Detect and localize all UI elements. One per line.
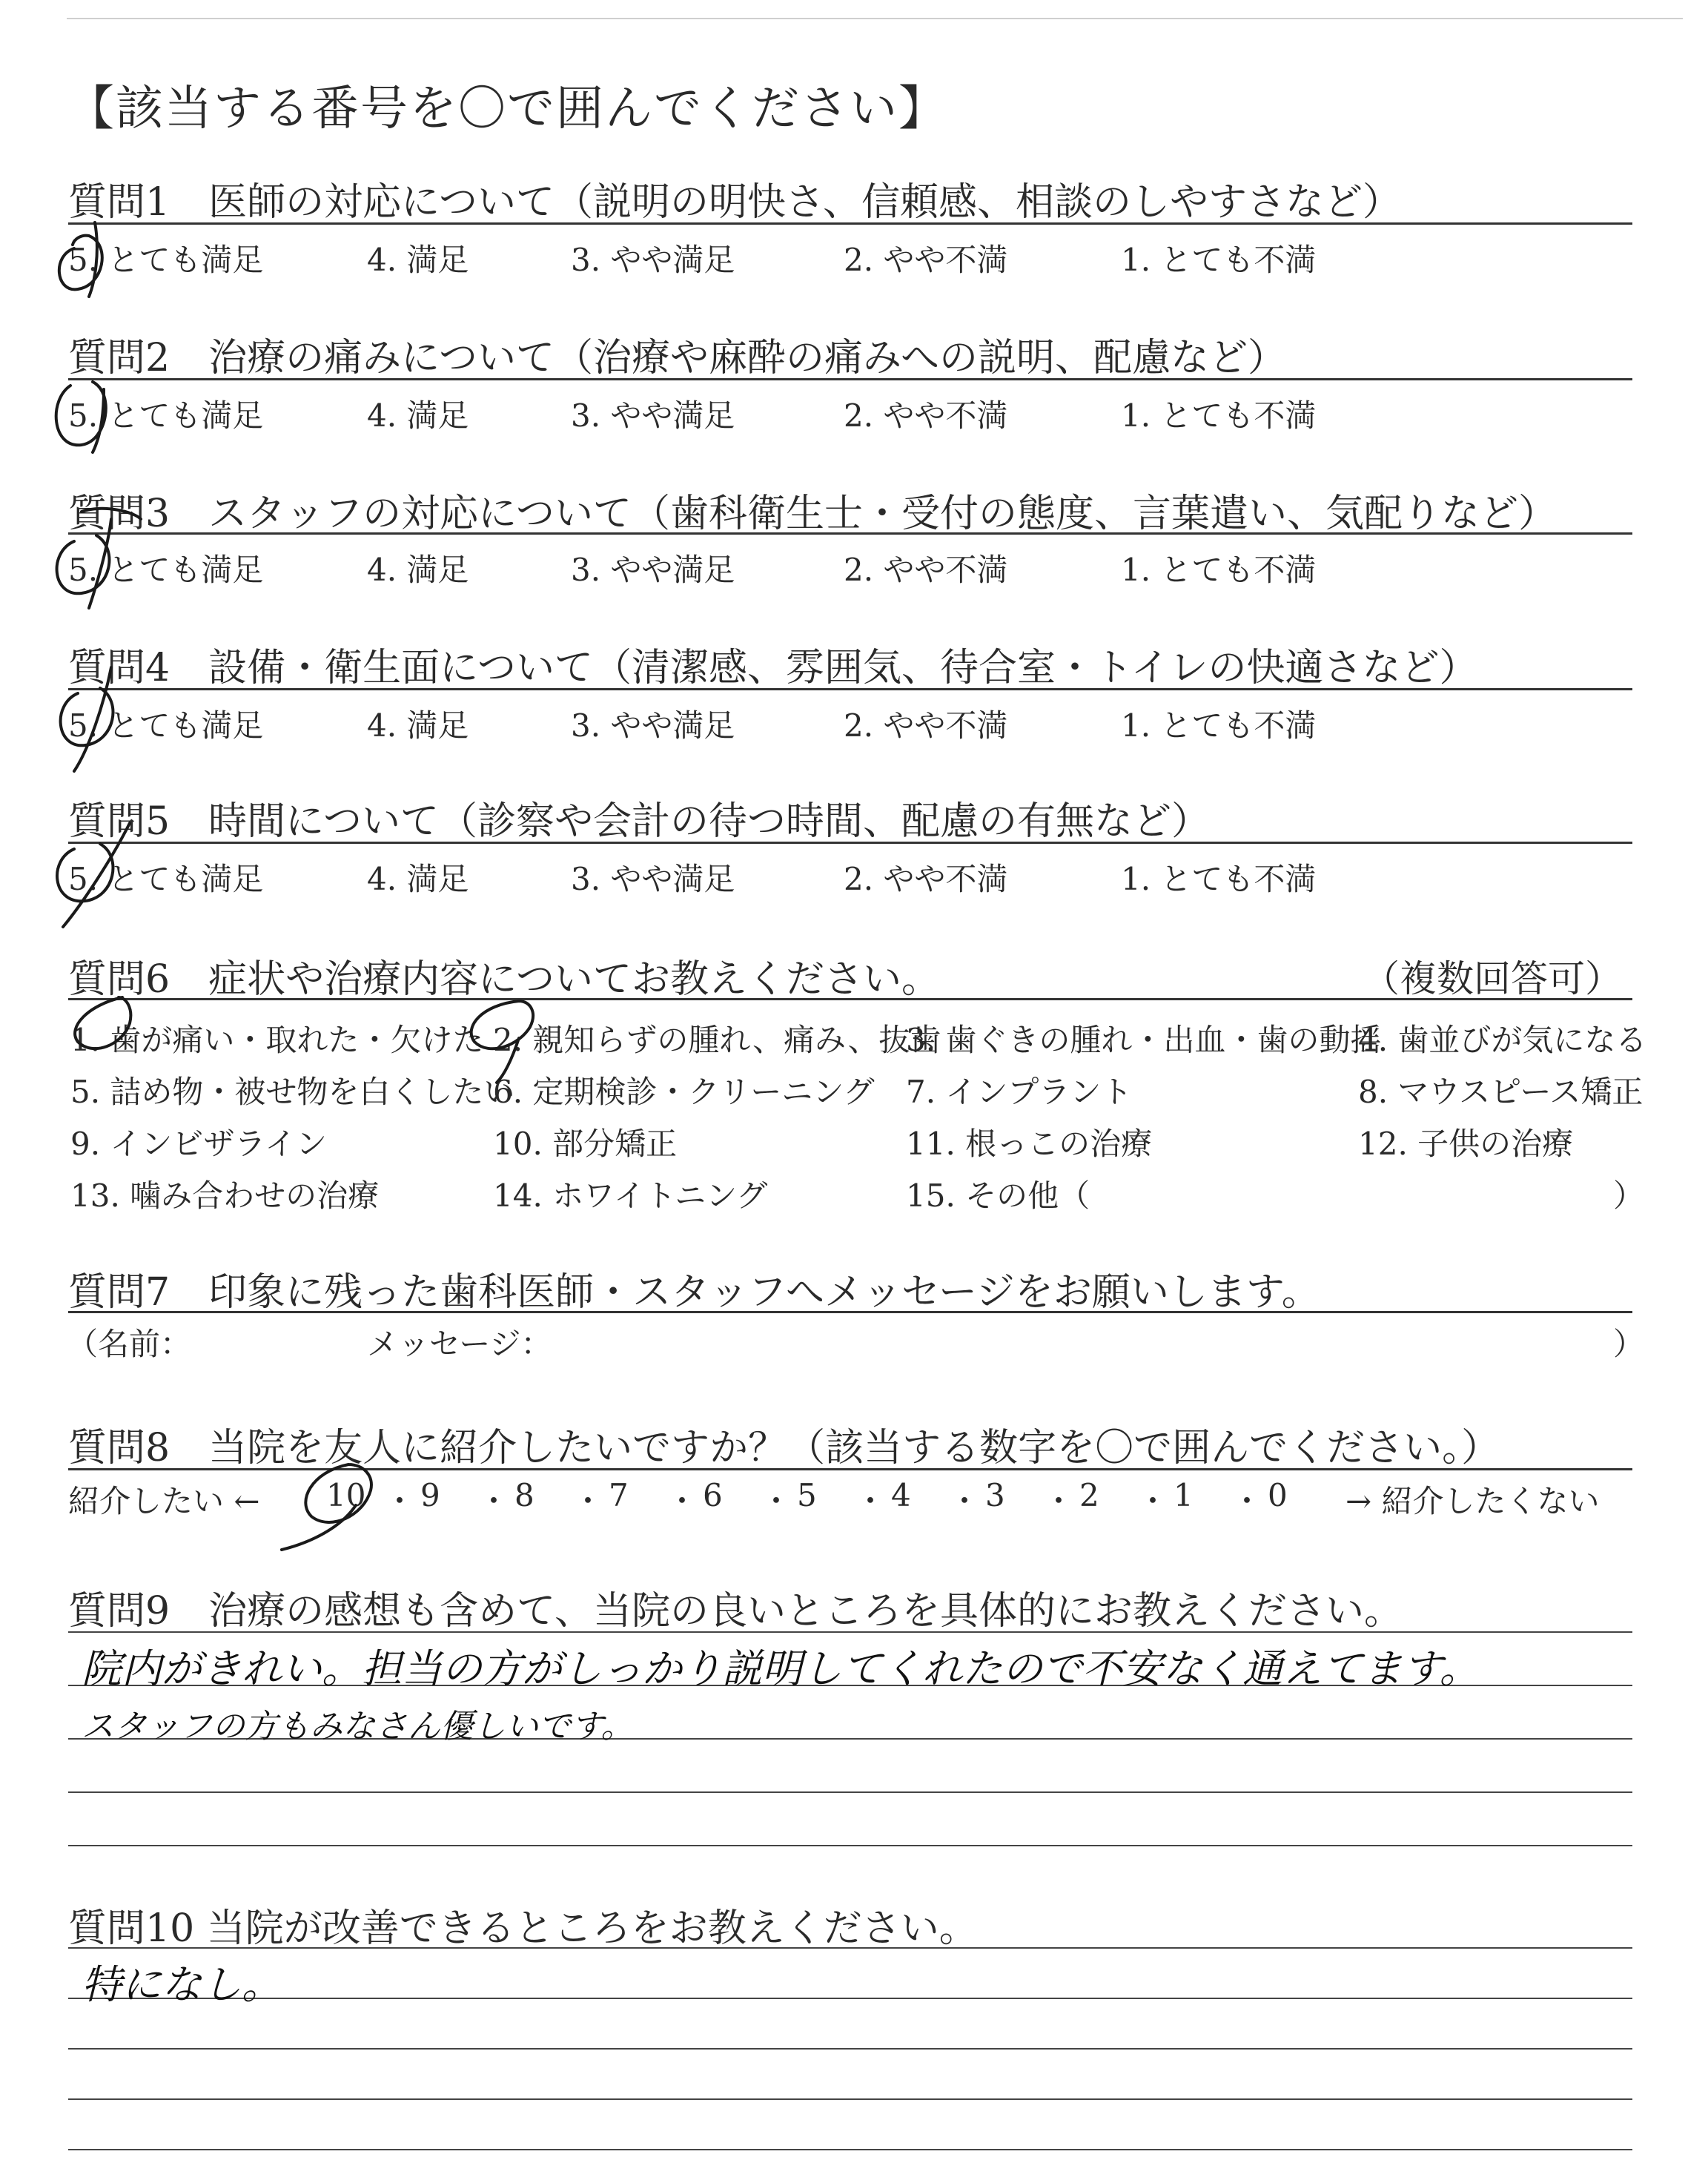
scale-left-label: 紹介したい ←	[68, 1483, 260, 1519]
scale-separator: ・	[572, 1483, 604, 1519]
scale-value-5[interactable]: 5	[797, 1477, 817, 1513]
q2-option-3[interactable]: 3. やや満足	[571, 397, 735, 434]
q5-option-4[interactable]: 4. 満足	[367, 861, 469, 897]
scale-separator: ・	[1137, 1483, 1169, 1519]
scale-separator: ・	[666, 1483, 698, 1519]
q6-opt1-circle-mark	[75, 997, 130, 1048]
scale-value-3[interactable]: 3	[985, 1477, 1005, 1513]
q6-option-9[interactable]: 9. インビザライン	[70, 1126, 328, 1162]
scale-separator: ・	[1043, 1483, 1075, 1519]
multiple-answers-note: （複数回答可）	[1363, 957, 1622, 1000]
question-4-label: 質問4 設備・衛生面について（清潔感、雰囲気、待合室・トイレの快適さなど）	[68, 646, 1478, 690]
q5-circle-mark	[57, 823, 130, 927]
question-2-label: 質問2 治療の痛みについて（治療や麻酔の痛みへの説明、配慮など）	[68, 336, 1287, 380]
question-5-label: 質問5 時間について（診察や会計の待つ時間、配慮の有無など）	[68, 799, 1211, 844]
q2-circle-mark	[56, 382, 106, 452]
q2-option-1[interactable]: 1. とても不満	[1121, 397, 1317, 434]
q6-option-7[interactable]: 7. インプラント	[906, 1074, 1133, 1110]
q1-option-5[interactable]: 5. とても満足	[68, 242, 264, 278]
question-6-label: 質問6 症状や治療内容についてお教えください。	[68, 957, 941, 1002]
scale-value-2[interactable]: 2	[1079, 1477, 1099, 1513]
q7-name-label: （名前：	[67, 1326, 192, 1362]
scale-separator: ・	[761, 1483, 792, 1519]
q6-option-10[interactable]: 10. 部分矯正	[493, 1126, 678, 1162]
scale-value-10[interactable]: 10	[326, 1477, 366, 1513]
page-title: 【該当する番号を〇で囲んでください】	[67, 82, 947, 136]
q1-option-3[interactable]: 3. やや満足	[571, 242, 735, 278]
scale-separator: ・	[855, 1483, 887, 1519]
q1-option-1[interactable]: 1. とても不満	[1121, 242, 1317, 278]
q5-option-2[interactable]: 2. やや不満	[844, 861, 1008, 897]
scale-value-7[interactable]: 7	[609, 1477, 629, 1513]
question-10-label: 質問10 当院が改善できるところをお教えください。	[68, 1906, 978, 1951]
q6-option-8[interactable]: 8. マウスピース矯正	[1358, 1074, 1644, 1110]
question-1-label: 質問1 医師の対応について（説明の明快さ、信頼感、相談のしやすさなど）	[68, 180, 1401, 225]
q3-option-5[interactable]: 5. とても満足	[68, 552, 264, 588]
q4-option-2[interactable]: 2. やや不満	[844, 707, 1008, 744]
q3-circle-mark	[57, 509, 141, 608]
scale-value-9[interactable]: 9	[420, 1477, 440, 1513]
q9-handwritten-answer-1: 院内がきれい。担当の方がしっかり説明してくれたので不安なく通えてます。	[82, 1645, 1480, 1692]
q5-option-5[interactable]: 5. とても満足	[68, 861, 264, 897]
q6-option-3[interactable]: 3. 歯ぐきの腫れ・出血・歯の動揺	[906, 1022, 1382, 1058]
scale-value-4[interactable]: 4	[891, 1477, 911, 1513]
q7-close-paren: ）	[1613, 1326, 1645, 1362]
q3-option-4[interactable]: 4. 満足	[367, 552, 469, 588]
q6-option-2[interactable]: 2. 親知らずの腫れ、痛み、抜歯	[493, 1022, 941, 1058]
scale-separator: ・	[1231, 1483, 1263, 1519]
scale-value-0[interactable]: 0	[1268, 1477, 1288, 1513]
scale-right-label: → 紹介したくない	[1345, 1483, 1600, 1519]
q3-option-1[interactable]: 1. とても不満	[1121, 552, 1317, 588]
scale-value-8[interactable]: 8	[514, 1477, 534, 1513]
scale-separator: ・	[384, 1483, 416, 1519]
q4-circle-mark	[61, 667, 113, 771]
q7-message-label: メッセージ：	[367, 1326, 552, 1362]
q6-option-11[interactable]: 11. 根っこの治療	[906, 1126, 1153, 1162]
q6-option-13[interactable]: 13. 噛み合わせの治療	[70, 1178, 380, 1214]
q9-handwritten-answer-2: スタッフの方もみなさん優しいです。	[82, 1708, 634, 1745]
q1-option-2[interactable]: 2. やや不満	[844, 242, 1008, 278]
scale-value-1[interactable]: 1	[1174, 1477, 1194, 1513]
q2-option-4[interactable]: 4. 満足	[367, 397, 469, 434]
q3-option-3[interactable]: 3. やや満足	[571, 552, 735, 588]
q6-option-6[interactable]: 6. 定期検診・クリーニング	[493, 1074, 875, 1110]
q6-opt2-circle-mark	[471, 1001, 533, 1083]
question-8-label: 質問8 当院を友人に紹介したいですか？（該当する数字を〇で囲んでください。）	[68, 1426, 1500, 1470]
q8-circle-mark	[282, 1464, 371, 1550]
scale-separator: ・	[949, 1483, 981, 1519]
q6-option-4[interactable]: 4. 歯並びが気になる	[1358, 1022, 1647, 1058]
q6-option-5[interactable]: 5. 詰め物・被せ物を白くしたい	[70, 1074, 515, 1110]
q10-handwritten-answer: 特になし。	[82, 1961, 282, 2008]
q4-option-5[interactable]: 5. とても満足	[68, 707, 264, 744]
q2-option-2[interactable]: 2. やや不満	[844, 397, 1008, 434]
q1-option-4[interactable]: 4. 満足	[367, 242, 469, 278]
q5-option-3[interactable]: 3. やや満足	[571, 861, 735, 897]
q3-option-2[interactable]: 2. やや不満	[844, 552, 1008, 588]
q5-option-1[interactable]: 1. とても不満	[1121, 861, 1317, 897]
q6-option-15[interactable]: 15. その他（	[906, 1178, 1090, 1214]
scale-separator: ・	[478, 1483, 510, 1519]
q4-option-4[interactable]: 4. 満足	[367, 707, 469, 744]
q6-option-14[interactable]: 14. ホワイトニング	[493, 1178, 768, 1214]
q6-other-close-paren: ）	[1613, 1178, 1645, 1214]
scale-value-6[interactable]: 6	[703, 1477, 723, 1513]
q1-circle-mark	[59, 222, 102, 297]
q6-option-1[interactable]: 1. 歯が痛い・取れた・欠けた	[70, 1022, 484, 1058]
q2-option-5[interactable]: 5. とても満足	[68, 397, 264, 434]
question-7-label: 質問7 印象に残った歯科医師・スタッフへメッセージをお願いします。	[68, 1270, 1320, 1315]
q4-option-3[interactable]: 3. やや満足	[571, 707, 735, 744]
question-9-label: 質問9 治療の感想も含めて、当院の良いところを具体的にお教えください。	[68, 1589, 1403, 1634]
q6-option-12[interactable]: 12. 子供の治療	[1358, 1126, 1574, 1162]
question-3-label: 質問3 スタッフの対応について（歯科衛生士・受付の態度、言葉遣い、気配りなど）	[68, 492, 1558, 536]
q4-option-1[interactable]: 1. とても不満	[1121, 707, 1317, 744]
